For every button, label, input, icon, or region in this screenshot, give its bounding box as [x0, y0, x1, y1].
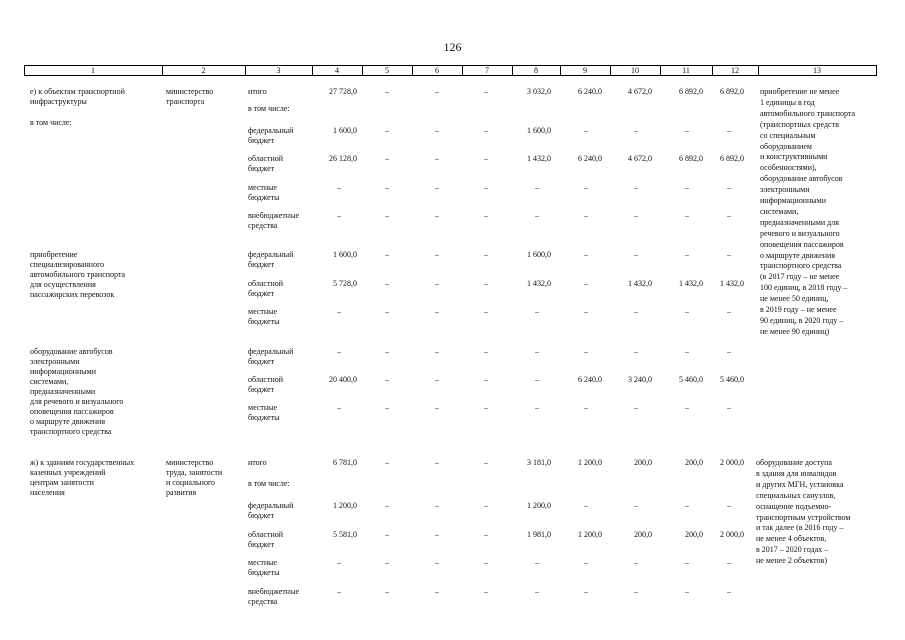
row-label: местные	[248, 558, 278, 567]
cell-dash: –	[484, 183, 488, 192]
ministry: министерство	[166, 458, 214, 467]
cell-dash: –	[584, 347, 588, 356]
cell-dash: –	[535, 587, 539, 596]
cell-value: 6 892,0	[720, 154, 744, 163]
cell-dash: –	[385, 530, 389, 539]
result-description: речевого и визуального	[760, 228, 840, 238]
cell-dash: –	[685, 587, 689, 596]
cell-dash: –	[435, 587, 439, 596]
cell-value: 6 892,0	[679, 87, 703, 96]
row-label: бюджет	[248, 289, 275, 298]
cell-dash: –	[727, 501, 731, 510]
cell-dash: –	[634, 307, 638, 316]
row-label: бюджет	[248, 260, 275, 269]
row-label: местные	[248, 183, 278, 192]
cell-dash: –	[337, 307, 341, 316]
cell-value: 1 600,0	[333, 126, 357, 135]
cell-dash: –	[484, 211, 488, 220]
cell-value: 27 728,0	[329, 87, 357, 96]
cell-dash: –	[634, 183, 638, 192]
cell-dash: –	[685, 183, 689, 192]
row-label: федеральный	[248, 347, 294, 356]
result-description: оборудование автобусов	[760, 174, 843, 184]
cell-dash: –	[727, 250, 731, 259]
cell-value: 200,0	[634, 530, 652, 539]
cell-dash: –	[535, 307, 539, 316]
section-title: системами,	[30, 377, 69, 386]
column-number: 3	[276, 66, 281, 75]
cell-dash: –	[337, 587, 341, 596]
cell-dash: –	[435, 347, 439, 356]
cell-dash: –	[535, 375, 539, 384]
header-divider	[876, 65, 877, 76]
section-title: казенных учреждений	[30, 468, 106, 477]
column-number: 9	[583, 66, 587, 75]
cell-dash: –	[385, 126, 389, 135]
section-title: транспортного средства	[30, 427, 112, 436]
cell-dash: –	[435, 501, 439, 510]
section-title: для осуществления	[30, 280, 96, 289]
cell-value: 1 200,0	[527, 501, 551, 510]
cell-dash: –	[535, 558, 539, 567]
ministry: транспорта	[166, 97, 205, 106]
cell-dash: –	[385, 501, 389, 510]
row-label: бюджеты	[248, 568, 280, 577]
row-label: областной	[248, 154, 284, 163]
row-label: внебюджетные	[248, 587, 299, 596]
cell-value: 1 600,0	[527, 126, 551, 135]
cell-dash: –	[634, 126, 638, 135]
cell-value: 6 892,0	[679, 154, 703, 163]
cell-dash: –	[484, 126, 488, 135]
row-label: областной	[248, 530, 284, 539]
cell-dash: –	[484, 250, 488, 259]
column-number: 10	[631, 66, 639, 75]
section-title: электронными	[30, 357, 80, 366]
section-title: оборудование автобусов	[30, 347, 113, 356]
cell-dash: –	[685, 403, 689, 412]
cell-dash: –	[435, 250, 439, 259]
column-number: 1	[91, 66, 95, 75]
cell-dash: –	[535, 183, 539, 192]
in-total-label: в том числе:	[30, 118, 72, 127]
cell-value: 6 892,0	[720, 87, 744, 96]
section-title: информационными	[30, 367, 97, 376]
cell-dash: –	[584, 250, 588, 259]
row-label: бюджеты	[248, 317, 280, 326]
cell-dash: –	[385, 250, 389, 259]
result-description: особенностями),	[760, 163, 817, 173]
row-label: в том числе:	[248, 479, 290, 488]
cell-dash: –	[385, 347, 389, 356]
cell-value: 3 181,0	[527, 458, 551, 467]
result-description: в 2019 году – не менее	[760, 305, 837, 314]
cell-dash: –	[435, 403, 439, 412]
cell-dash: –	[727, 347, 731, 356]
cell-dash: –	[727, 307, 731, 316]
cell-dash: –	[484, 558, 488, 567]
cell-value: 200,0	[685, 458, 703, 467]
cell-value: 1 432,0	[527, 279, 551, 288]
section-title: е) к объектам транспортной	[30, 87, 125, 96]
section-title: ж) к зданиям государственных	[30, 458, 135, 467]
cell-dash: –	[435, 87, 439, 96]
cell-value: 6 240,0	[578, 375, 602, 384]
cell-value: 3 240,0	[628, 375, 652, 384]
cell-value: 5 460,0	[720, 375, 744, 384]
result-description: и конструктивными	[760, 152, 828, 162]
cell-value: 3 032,0	[527, 87, 551, 96]
result-description: электронными	[760, 185, 810, 195]
row-label: в том числе:	[248, 104, 290, 113]
cell-dash: –	[385, 458, 389, 467]
cell-value: 4 672,0	[628, 87, 652, 96]
row-label: итого	[248, 87, 267, 96]
cell-dash: –	[584, 501, 588, 510]
column-number: 13	[813, 66, 821, 75]
cell-dash: –	[385, 154, 389, 163]
cell-dash: –	[435, 154, 439, 163]
cell-dash: –	[484, 501, 488, 510]
row-label: итого	[248, 458, 267, 467]
column-number: 11	[682, 66, 690, 75]
ministry: и социального	[166, 478, 216, 487]
cell-dash: –	[727, 558, 731, 567]
cell-dash: –	[385, 183, 389, 192]
cell-dash: –	[435, 279, 439, 288]
result-description: 100 единиц, в 2018 году –	[760, 283, 848, 293]
cell-value: 1 600,0	[333, 250, 357, 259]
cell-dash: –	[435, 558, 439, 567]
row-label: областной	[248, 279, 284, 288]
row-label: бюджет	[248, 385, 275, 394]
row-label: бюджет	[248, 357, 275, 366]
result-description: оборудование доступа	[756, 458, 832, 467]
section-title: пассажирских перевозок	[30, 290, 115, 299]
cell-value: 1 200,0	[333, 501, 357, 510]
cell-value: 5 460,0	[679, 375, 703, 384]
cell-dash: –	[435, 211, 439, 220]
row-label: областной	[248, 375, 284, 384]
cell-value: 2 000,0	[720, 530, 744, 539]
result-description: о маршруте движения	[760, 250, 836, 260]
result-description: оснащение подъемно-	[756, 501, 832, 511]
result-description: информационными	[760, 196, 827, 205]
row-label: федеральный	[248, 501, 294, 510]
cell-value: 1 432,0	[628, 279, 652, 288]
cell-dash: –	[685, 250, 689, 259]
column-number: 6	[435, 66, 439, 75]
cell-dash: –	[484, 458, 488, 467]
cell-dash: –	[484, 347, 488, 356]
result-description: приобретение не менее	[760, 87, 840, 96]
cell-dash: –	[634, 501, 638, 510]
cell-dash: –	[385, 375, 389, 384]
cell-dash: –	[535, 347, 539, 356]
cell-dash: –	[584, 183, 588, 192]
cell-dash: –	[337, 183, 341, 192]
cell-dash: –	[435, 183, 439, 192]
cell-dash: –	[385, 587, 389, 596]
cell-dash: –	[685, 211, 689, 220]
cell-dash: –	[435, 375, 439, 384]
cell-dash: –	[584, 279, 588, 288]
cell-dash: –	[727, 403, 731, 412]
cell-value: 5 581,0	[333, 530, 357, 539]
cell-dash: –	[337, 347, 341, 356]
column-number: 12	[731, 66, 739, 75]
row-label: бюджет	[248, 540, 275, 549]
cell-dash: –	[484, 403, 488, 412]
cell-value: 1 200,0	[578, 458, 602, 467]
cell-dash: –	[435, 530, 439, 539]
result-description: оповещения пассажиров	[760, 239, 844, 249]
result-description: в 2017 – 2020 годах –	[756, 545, 829, 555]
row-label: бюджеты	[248, 193, 280, 202]
row-label: бюджет	[248, 511, 275, 520]
result-description: предназначенными для	[760, 217, 839, 227]
row-label: федеральный	[248, 250, 294, 259]
cell-dash: –	[535, 403, 539, 412]
row-label: бюджет	[248, 136, 275, 145]
cell-dash: –	[584, 587, 588, 596]
cell-value: 1 432,0	[527, 154, 551, 163]
result-description: оборудованием	[760, 141, 812, 151]
cell-dash: –	[484, 87, 488, 96]
ministry: развития	[166, 488, 197, 497]
row-label: местные	[248, 403, 278, 412]
cell-dash: –	[727, 211, 731, 220]
result-description: 90 единиц, в 2020 году –	[760, 315, 844, 325]
cell-dash: –	[337, 403, 341, 412]
section-title: автомобильного транспорта	[30, 270, 126, 279]
cell-dash: –	[435, 307, 439, 316]
cell-dash: –	[685, 501, 689, 510]
section-title: для речевого и визуального	[30, 397, 124, 406]
result-description: (транспортных средств	[760, 119, 839, 129]
row-label: средства	[248, 221, 278, 230]
result-description: транспортным устройством	[756, 512, 851, 522]
cell-dash: –	[435, 458, 439, 467]
cell-dash: –	[584, 307, 588, 316]
row-label: федеральный	[248, 126, 294, 135]
result-description: системами,	[760, 206, 799, 216]
cell-value: 6 781,0	[333, 458, 357, 467]
section-title: приобретение	[30, 250, 78, 259]
cell-value: 1 432,0	[720, 279, 744, 288]
result-description: 1 единицы в год	[760, 97, 815, 107]
result-description: в здания для инвалидов	[756, 468, 837, 478]
cell-dash: –	[484, 530, 488, 539]
section-title: о маршруте движения	[30, 417, 106, 426]
result-description: не менее 2 объектов)	[756, 556, 827, 566]
cell-dash: –	[685, 126, 689, 135]
cell-dash: –	[634, 558, 638, 567]
cell-dash: –	[685, 307, 689, 316]
cell-dash: –	[634, 587, 638, 596]
cell-dash: –	[584, 403, 588, 412]
section-title: предназначенными	[30, 387, 96, 396]
section-title: оповещения пассажиров	[30, 407, 114, 416]
page-number: 126	[443, 40, 462, 54]
cell-dash: –	[337, 211, 341, 220]
cell-dash: –	[634, 250, 638, 259]
column-number: 2	[201, 66, 206, 75]
cell-dash: –	[385, 279, 389, 288]
result-description: автомобильного транспорта	[760, 108, 856, 118]
result-description: (в 2017 году – не менее	[760, 272, 840, 282]
result-description: транспортного средства	[760, 261, 842, 271]
cell-value: 2 000,0	[720, 458, 744, 467]
cell-dash: –	[484, 587, 488, 596]
cell-dash: –	[385, 307, 389, 316]
cell-value: 20 400,0	[329, 375, 357, 384]
cell-dash: –	[634, 211, 638, 220]
cell-dash: –	[584, 558, 588, 567]
cell-dash: –	[634, 347, 638, 356]
result-description: не менее 90 единиц)	[760, 326, 830, 336]
cell-value: 1 981,0	[527, 530, 551, 539]
cell-dash: –	[727, 183, 731, 192]
row-label: бюджет	[248, 164, 275, 173]
section-title: специализированного	[30, 260, 105, 269]
cell-value: 1 600,0	[527, 250, 551, 259]
cell-dash: –	[634, 403, 638, 412]
cell-dash: –	[484, 307, 488, 316]
result-description: и так далее (в 2016 году –	[756, 523, 844, 533]
cell-dash: –	[685, 558, 689, 567]
result-description: со специальным	[760, 130, 816, 140]
row-label: внебюджетные	[248, 211, 299, 220]
cell-value: 4 672,0	[628, 154, 652, 163]
cell-dash: –	[727, 126, 731, 135]
column-number: 8	[534, 66, 538, 75]
cell-dash: –	[385, 87, 389, 96]
result-description: не менее 50 единиц,	[760, 294, 829, 304]
cell-value: 200,0	[685, 530, 703, 539]
cell-dash: –	[584, 126, 588, 135]
cell-value: 1 432,0	[679, 279, 703, 288]
row-label: средства	[248, 597, 278, 606]
cell-dash: –	[685, 347, 689, 356]
ministry: труда, занятости	[166, 468, 223, 477]
cell-dash: –	[484, 375, 488, 384]
column-number: 4	[335, 66, 339, 75]
row-label: бюджеты	[248, 413, 280, 422]
cell-dash: –	[484, 279, 488, 288]
cell-value: 5 728,0	[333, 279, 357, 288]
cell-dash: –	[484, 154, 488, 163]
section-title: инфраструктуры	[30, 97, 87, 106]
cell-value: 6 240,0	[578, 154, 602, 163]
column-number: 7	[485, 66, 489, 75]
cell-dash: –	[385, 558, 389, 567]
result-description: специальных санузлов,	[756, 490, 836, 500]
cell-dash: –	[727, 587, 731, 596]
result-description: и других МГН, установка	[756, 479, 844, 489]
cell-dash: –	[385, 403, 389, 412]
cell-dash: –	[385, 211, 389, 220]
section-title: населения	[30, 488, 65, 497]
row-label: местные	[248, 307, 278, 316]
cell-dash: –	[435, 126, 439, 135]
section-title: центрам занятости	[30, 478, 94, 487]
cell-dash: –	[584, 211, 588, 220]
column-number: 5	[385, 66, 389, 75]
cell-value: 200,0	[634, 458, 652, 467]
cell-value: 26 128,0	[329, 154, 357, 163]
cell-value: 6 240,0	[578, 87, 602, 96]
cell-dash: –	[535, 211, 539, 220]
ministry: министерство	[166, 87, 214, 96]
cell-dash: –	[337, 558, 341, 567]
cell-value: 1 200,0	[578, 530, 602, 539]
result-description: не менее 4 объектов,	[756, 534, 827, 544]
